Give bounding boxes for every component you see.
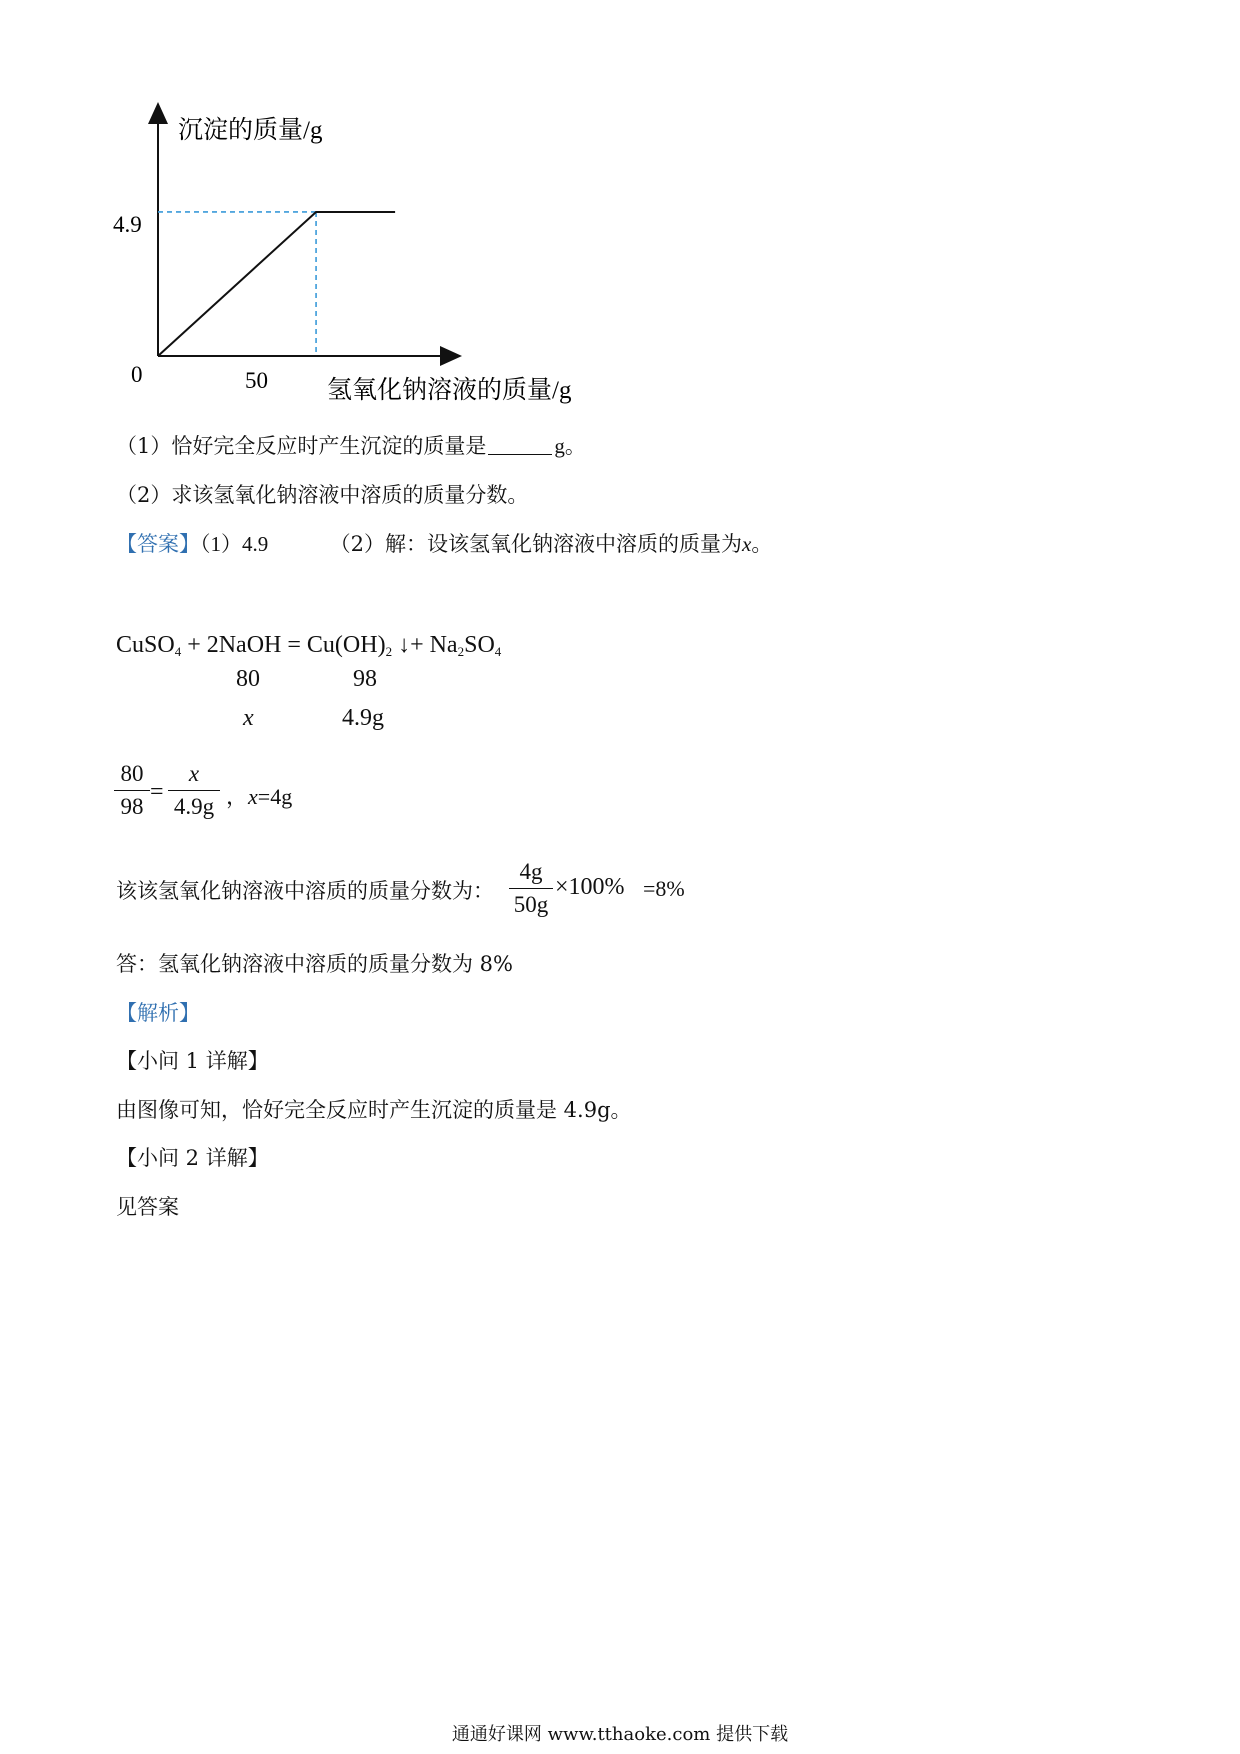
fraction-denominator: 4.9g <box>173 794 215 819</box>
subquestion-2-heading: 【小问 2 详解】 <box>116 1146 269 1170</box>
question-1-unit: g。 <box>554 434 586 458</box>
y-tick-label: 4.9 <box>113 212 142 237</box>
fraction-numerator: 80 <box>120 761 144 786</box>
answer-blank <box>488 434 552 455</box>
question-1-text: （1）恰好完全反应时产生沉淀的质量是 <box>116 434 487 458</box>
eq-sub: 2 <box>385 644 393 659</box>
ratio-value: =4g <box>257 784 293 809</box>
answer-line <box>116 529 772 559</box>
ratio-variable: x <box>248 784 258 809</box>
ratio-result <box>226 780 292 811</box>
eq-sub: 4 <box>174 644 182 659</box>
mass-ratio-98: 98 <box>353 666 377 692</box>
eq-precipitate-arrow: ↓+ Na <box>398 632 458 658</box>
fraction-denominator: 98 <box>120 794 144 819</box>
chemical-equation <box>116 630 501 667</box>
eq-sub: 4 <box>494 644 502 659</box>
origin-label: 0 <box>131 362 143 387</box>
conclusion: 答：氢氧化钠溶液中溶质的质量分数为 8% <box>116 952 513 976</box>
given-mass: 4.9g <box>342 705 384 731</box>
percent-fraction <box>509 858 553 919</box>
page-footer: 通通好课网 www.tthaoke.com 提供下载 <box>451 1724 789 1745</box>
percent-result: =8% <box>643 876 685 901</box>
eq-reactants: + 2NaOH = Cu(OH) <box>187 632 386 658</box>
subquestion-1-body: 由图像可知，恰好完全反应时产生沉淀的质量是 4.9g。 <box>116 1098 632 1122</box>
ratio-fraction-left <box>114 760 150 821</box>
ratio-separator: ， <box>226 784 249 809</box>
question-2: （2）求该氢氧化钠溶液中溶质的质量分数。 <box>116 483 529 507</box>
ratio-equals: = <box>150 779 164 805</box>
unknown-x: x <box>243 705 254 731</box>
answer-end: 。 <box>751 532 773 556</box>
data-line <box>158 212 395 356</box>
percent-multiplier: ×100% <box>555 874 625 900</box>
y-axis-label: 沉淀的质量/g <box>178 117 323 144</box>
answer-part-2: （2）解：设该氢氧化钠溶液中溶质的质量为 <box>329 532 742 556</box>
fraction-line-text: 该该氢氧化钠溶液中溶质的质量分数为： <box>116 879 494 903</box>
fraction-numerator: 4g <box>519 859 543 884</box>
eq-so: SO <box>464 632 495 658</box>
eq-sub: 2 <box>457 644 465 659</box>
subquestion-2-body: 见答案 <box>116 1195 179 1219</box>
x-axis-label: 氢氧化钠溶液的质量/g <box>327 377 572 404</box>
subquestion-1-heading: 【小问 1 详解】 <box>116 1049 269 1073</box>
question-1 <box>116 431 586 461</box>
ratio-fraction-right <box>168 760 220 821</box>
precipitate-chart <box>0 0 620 420</box>
fraction-denominator: 50g <box>513 892 549 917</box>
answer-tag: 【答案】 <box>116 532 200 556</box>
fraction-numerator: x <box>188 761 200 786</box>
answer-part-1: （1）4.9 <box>200 532 269 556</box>
mass-ratio-80: 80 <box>236 666 260 692</box>
analysis-tag: 【解析】 <box>116 1001 200 1025</box>
answer-variable: x <box>741 532 752 556</box>
eq-cuso4: CuSO <box>116 632 175 658</box>
x-tick-label: 50 <box>245 368 268 393</box>
